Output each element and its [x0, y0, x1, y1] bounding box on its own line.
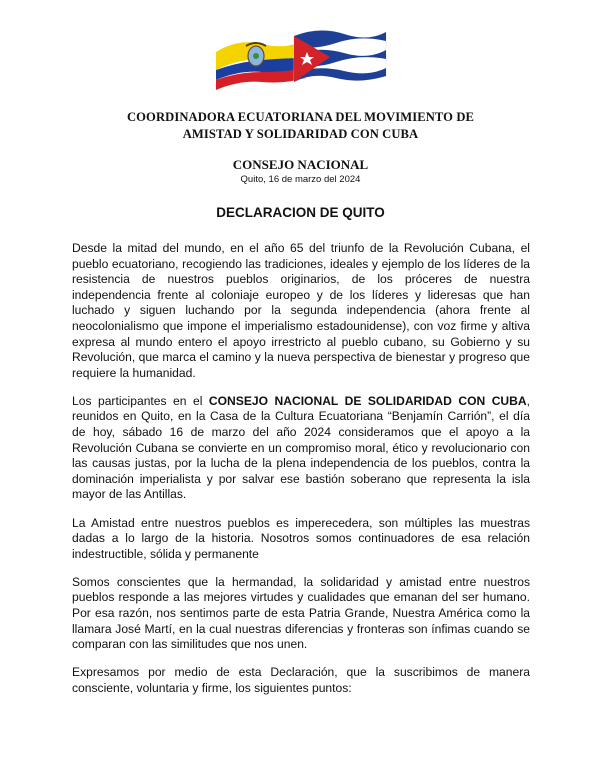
paragraph-2-rest: , reunidos en Quito, en la Casa de la Cultura Ecuatoriana “Benjamín Carrión”, el día de hoy, sábado 16 de marzo del año 2024 consideramos que el apoyo a la Revolución Cubana se convierte en un compromiso moral, ético y revolucionario con las causas justas, por la lucha de la plena independencia de los pueblos, contra la dominación imperialista y por salvar ese bastión soberano que representa la isla mayor de las Antillas. [72, 393, 531, 502]
paragraph-5: Expresamos por medio de esta Declaración, que la suscribimos de manera consciente, voluntaria y firme, los siguientes puntos: [72, 665, 530, 695]
paragraph-2-intro: Los participantes en el [72, 393, 209, 408]
paragraph-2 [72, 394, 530, 503]
paragraph-3: La Amistad entre nuestros pueblos es imperecedera, son múltiples las muestras dadas a lo largo de la historia. Nosotros somos continuadores de esa relación indestructible, sólida y permanente [72, 515, 530, 561]
organization-line-2: AMISTAD Y SOLIDARIDAD CON CUBA [182, 127, 419, 141]
ecuador-flag [216, 40, 306, 90]
document-title: DECLARACION DE QUITO [216, 205, 385, 220]
council-name-bold: CONSEJO NACIONAL DE SOLIDARIDAD CON CUBA [208, 393, 527, 408]
organization-line-1: COORDINADORA ECUATORIANA DEL MOVIMIENTO DE [126, 110, 475, 124]
organization-name [40, 109, 561, 143]
paragraph-4: Somos conscientes que la hermandad, la solidaridad y amistad entre nuestros pueblos responde a las mejores virtudes y cualidades que emanan del ser humano. Por esa razón, nos sentimos parte de esta Patria Grande, Nuestra América como la llamara José Martí, en la cual nuestras diferencias y fronteras son ínfimas cuando se comparan con las similitudes que nos unen. [72, 574, 530, 652]
place-date: Quito, 16 de marzo del 2024 [240, 174, 361, 185]
ecuador-cuba-flags-logo [210, 22, 390, 94]
cuba-flag [294, 30, 386, 82]
paragraph-1: Desde la mitad del mundo, en el año 65 del triunfo de la Revolución Cubana, el pueblo ecuatoriano, recogiendo las tradiciones, ideales y ejemplo de los líderes de la resistencia de nuestros pueblos originarios, de los próceres de nuestra independencia frente al coloniaje europeo y de los líderes y lideresas que han luchado y siguen luchando por la segunda independencia (ahora frente al neocolonialismo que impone el imperialismo estadounidense), con voz firme y altiva expresa al mundo entero el apoyo irrestricto al pueblo cubano, su Gobierno y su Revolución, que marca el camino y la nueva perspectiva de bienestar y progreso que requiere la humanidad. [72, 241, 530, 380]
document-body [72, 241, 530, 709]
council-heading: CONSEJO NACIONAL [232, 157, 369, 172]
